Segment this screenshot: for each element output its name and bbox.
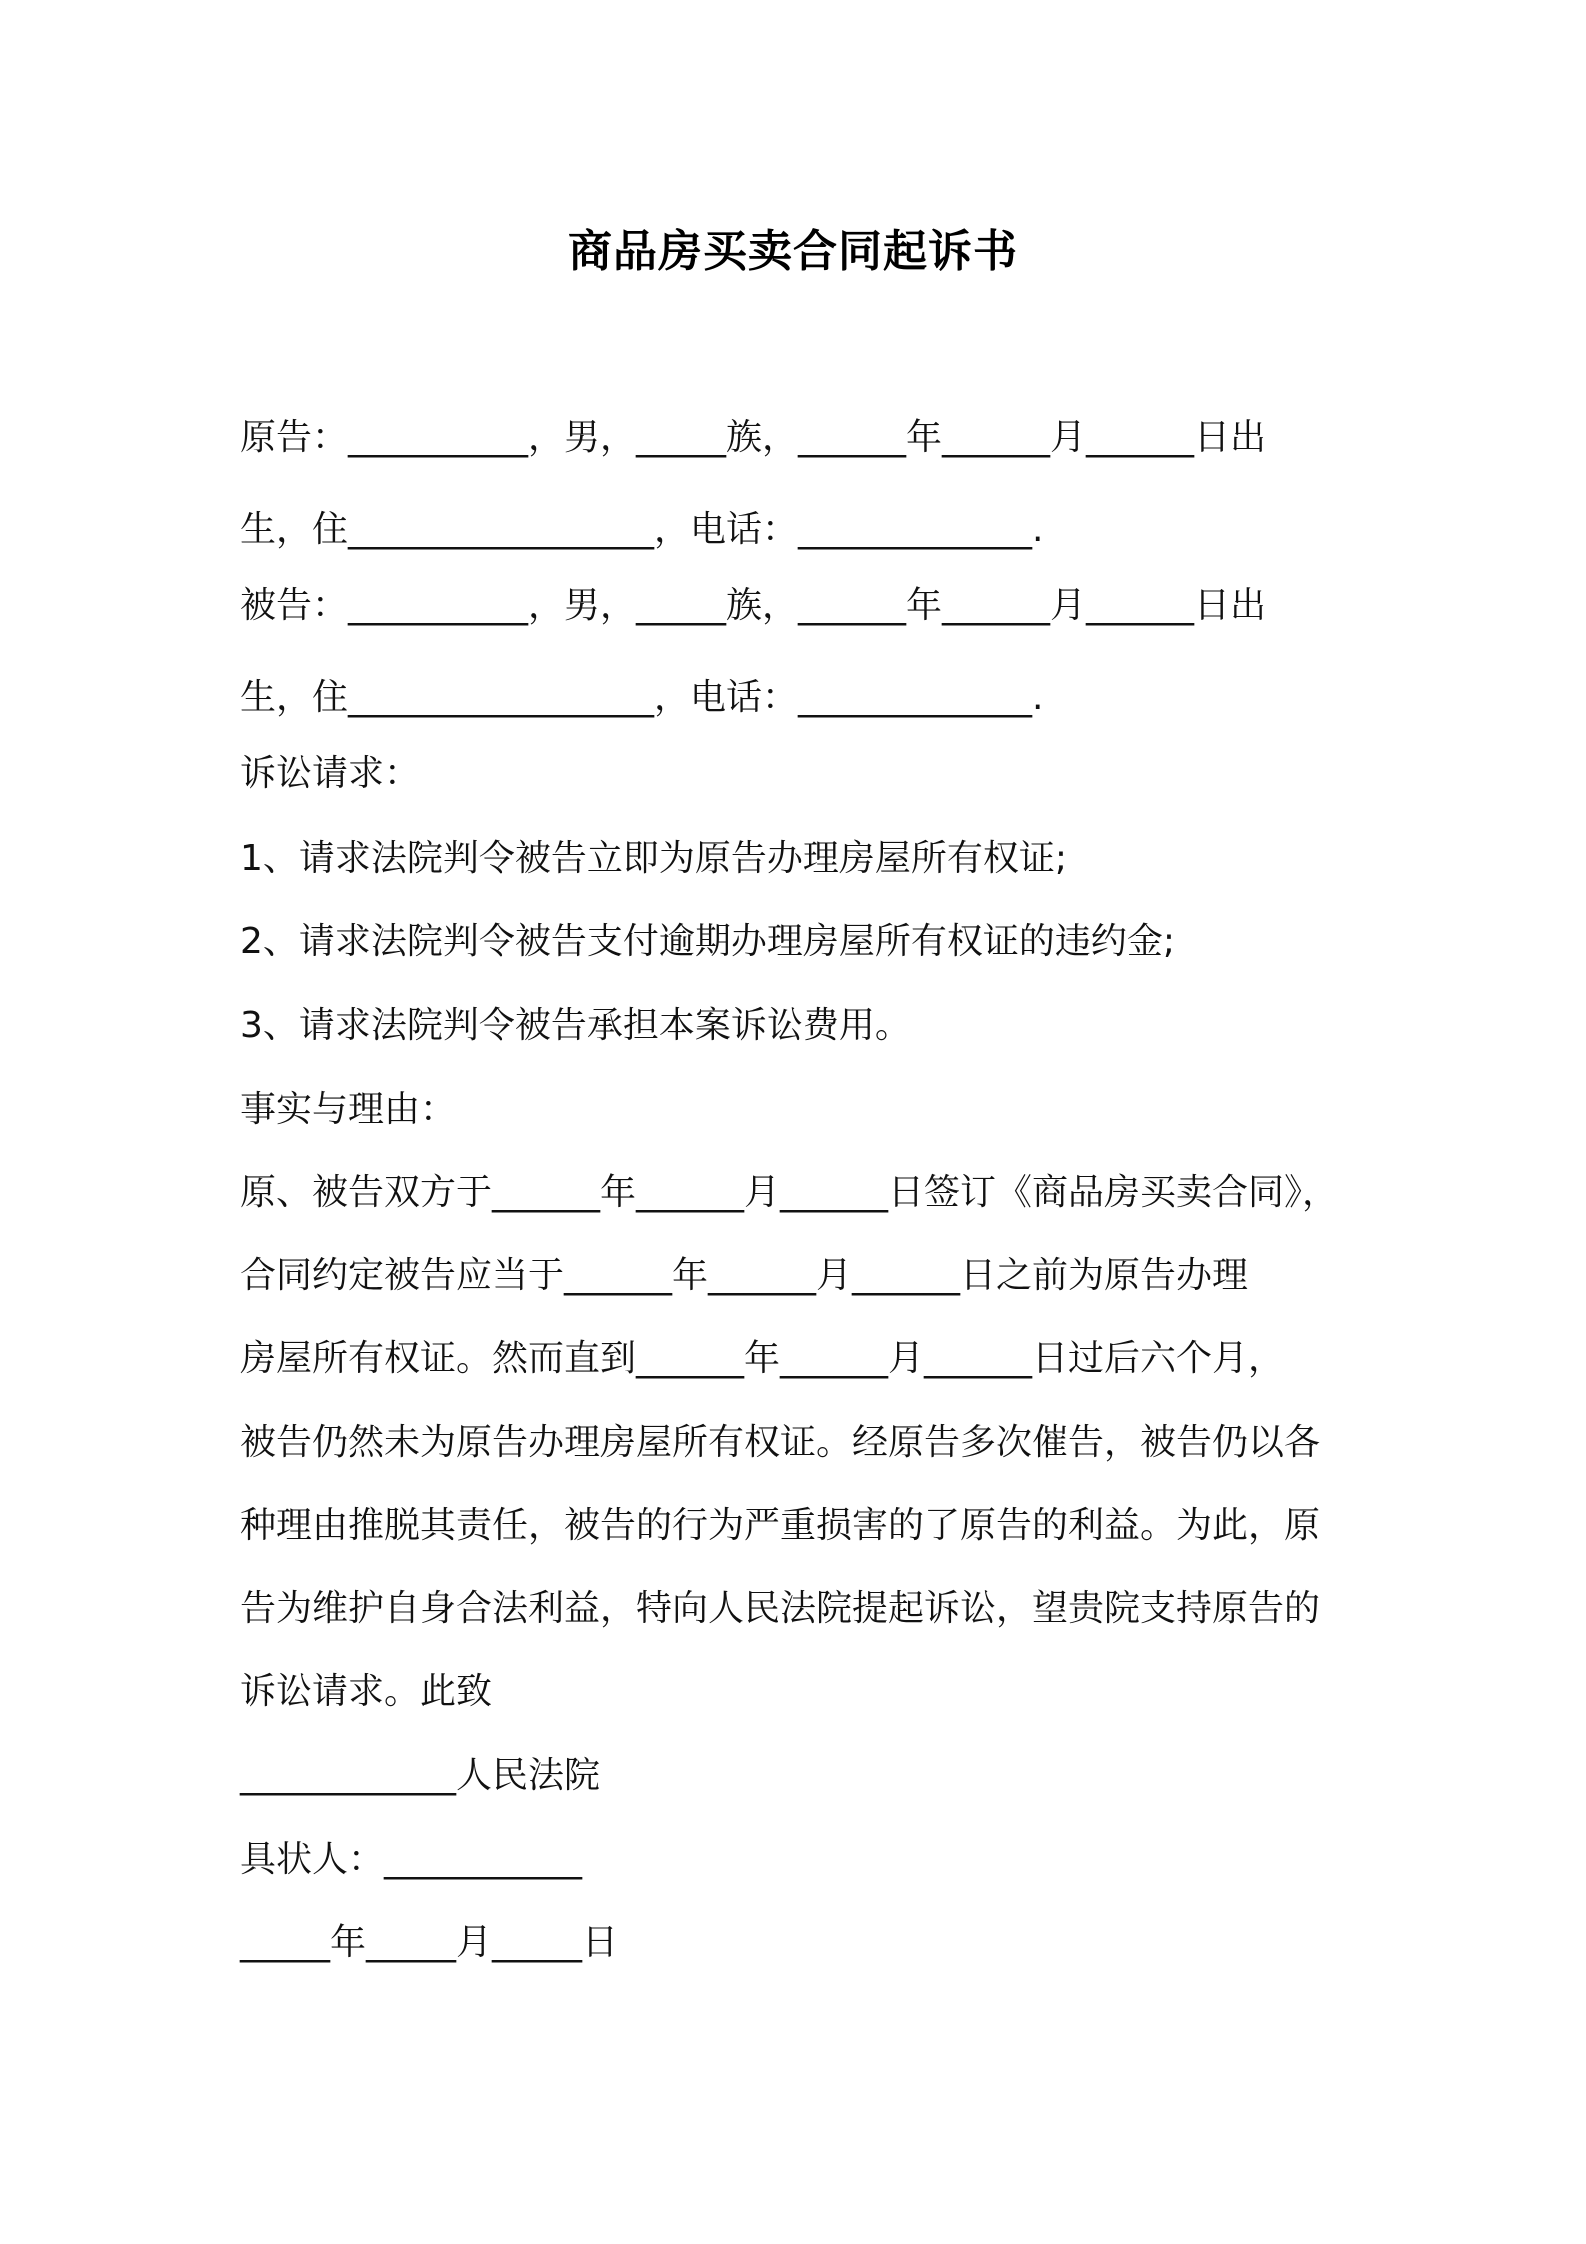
defendant-line-2: 生，住_________________，电话：_____________. bbox=[240, 677, 1044, 718]
claim-item-2: 2、请求法院判令被告支付逾期办理房屋所有权证的违约金; bbox=[240, 921, 1176, 962]
facts-line-1: 原、被告双方于______年______月______日签订《商品房买卖合同》， bbox=[240, 1172, 1339, 1213]
facts-line-2: 合同约定被告应当于______年______月______日之前为原告办理 bbox=[240, 1255, 1249, 1296]
claims-heading: 诉讼请求： bbox=[240, 753, 421, 794]
facts-line-6: 告为维护自身合法利益，特向人民法院提起诉讼，望贵院支持原告的 bbox=[240, 1588, 1321, 1629]
claim-item-1: 1、请求法院判令被告立即为原告办理房屋所有权证; bbox=[240, 838, 1068, 879]
facts-line-5: 种理由推脱其责任，被告的行为严重损害的了原告的利益。为此，原 bbox=[240, 1505, 1321, 1546]
plaintiff-line-2: 生，住_________________，电话：_____________. bbox=[240, 509, 1044, 550]
document-title: 商品房买卖合同起诉书 bbox=[568, 226, 1018, 277]
facts-line-3: 房屋所有权证。然而直到______年______月______日过后六个月， bbox=[240, 1338, 1285, 1379]
defendant-line-1: 被告：__________，男，_____族，______年______月______日出 bbox=[240, 585, 1267, 626]
signer-line: 具状人：___________ bbox=[240, 1839, 583, 1880]
plaintiff-line-1: 原告：__________，男，_____族，______年______月______日出 bbox=[240, 417, 1267, 458]
court-line: ____________人民法院 bbox=[240, 1755, 601, 1796]
facts-line-7: 诉讼请求。此致 bbox=[240, 1671, 493, 1712]
date-line: _____年_____月_____日 bbox=[240, 1922, 618, 1963]
facts-heading: 事实与理由： bbox=[240, 1089, 457, 1130]
facts-line-4: 被告仍然未为原告办理房屋所有权证。经原告多次催告，被告仍以各 bbox=[240, 1422, 1321, 1463]
claim-item-3: 3、请求法院判令被告承担本案诉讼费用。 bbox=[240, 1005, 911, 1046]
